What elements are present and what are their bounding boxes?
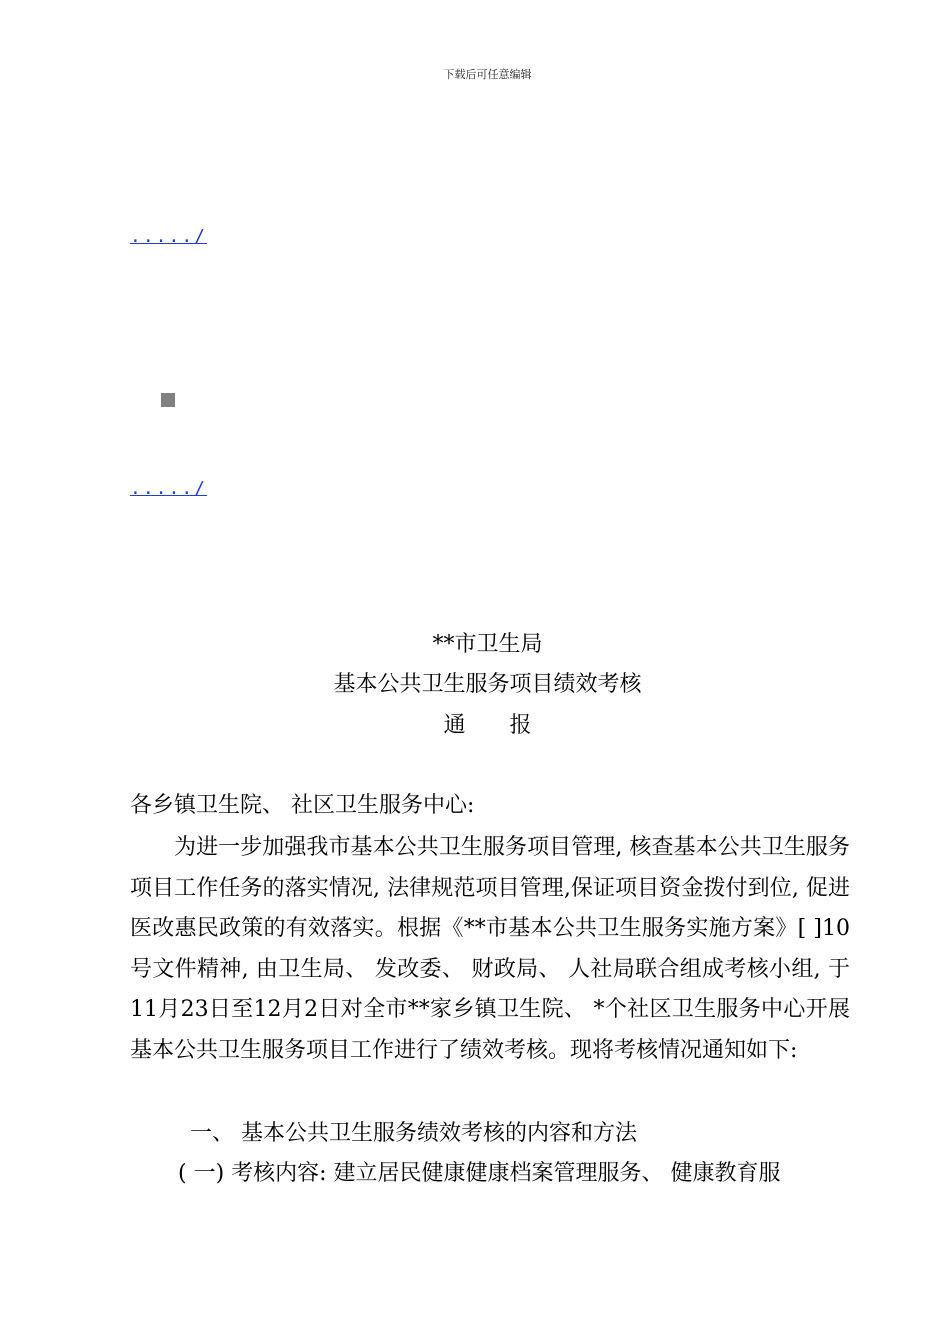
image-placeholder-icon [161,393,175,407]
sub-paragraph: ( 一) 考核内容: 建立居民健康健康档案管理服务、 健康教育服 [178,1161,781,1186]
document-type-title [0,708,950,739]
issuer-title: **市卫生局 [432,632,543,657]
document-title: 基本公共卫生服务项目绩效考核 [333,672,642,697]
document-link-2[interactable]: ...../ [130,478,208,499]
page-header-note: 下载后可任意编辑 [443,68,532,81]
document-type-char-1: 通 [443,713,466,738]
document-link-1[interactable]: ...../ [130,226,208,247]
section-heading: 一、 基本公共卫生服务绩效考核的内容和方法 [190,1121,637,1146]
salutation: 各乡镇卫生院、 社区卫生服务中心: [130,793,475,818]
document-type-char-2: 报 [509,713,532,738]
body-paragraph: 为进一步加强我市基本公共卫生服务项目管理, 核查基本公共卫生服务项目工作任务的落实情况, 法律规范项目管理,保证项目资金拨付到位, 促进医改惠民政策的有效落实。根据《**市基本公共卫生服务实施方案》[ ]10号文件精神, 由卫生局、 发改委、 财政局、 人社局联合组成考核小组, 于11月23日至12月2日对全市**家乡镇卫生院、 *个社区卫生服务中心开展基本公共卫生服务项目工作进行了绩效考核。现将考核情况通知如下: [130,835,850,1063]
